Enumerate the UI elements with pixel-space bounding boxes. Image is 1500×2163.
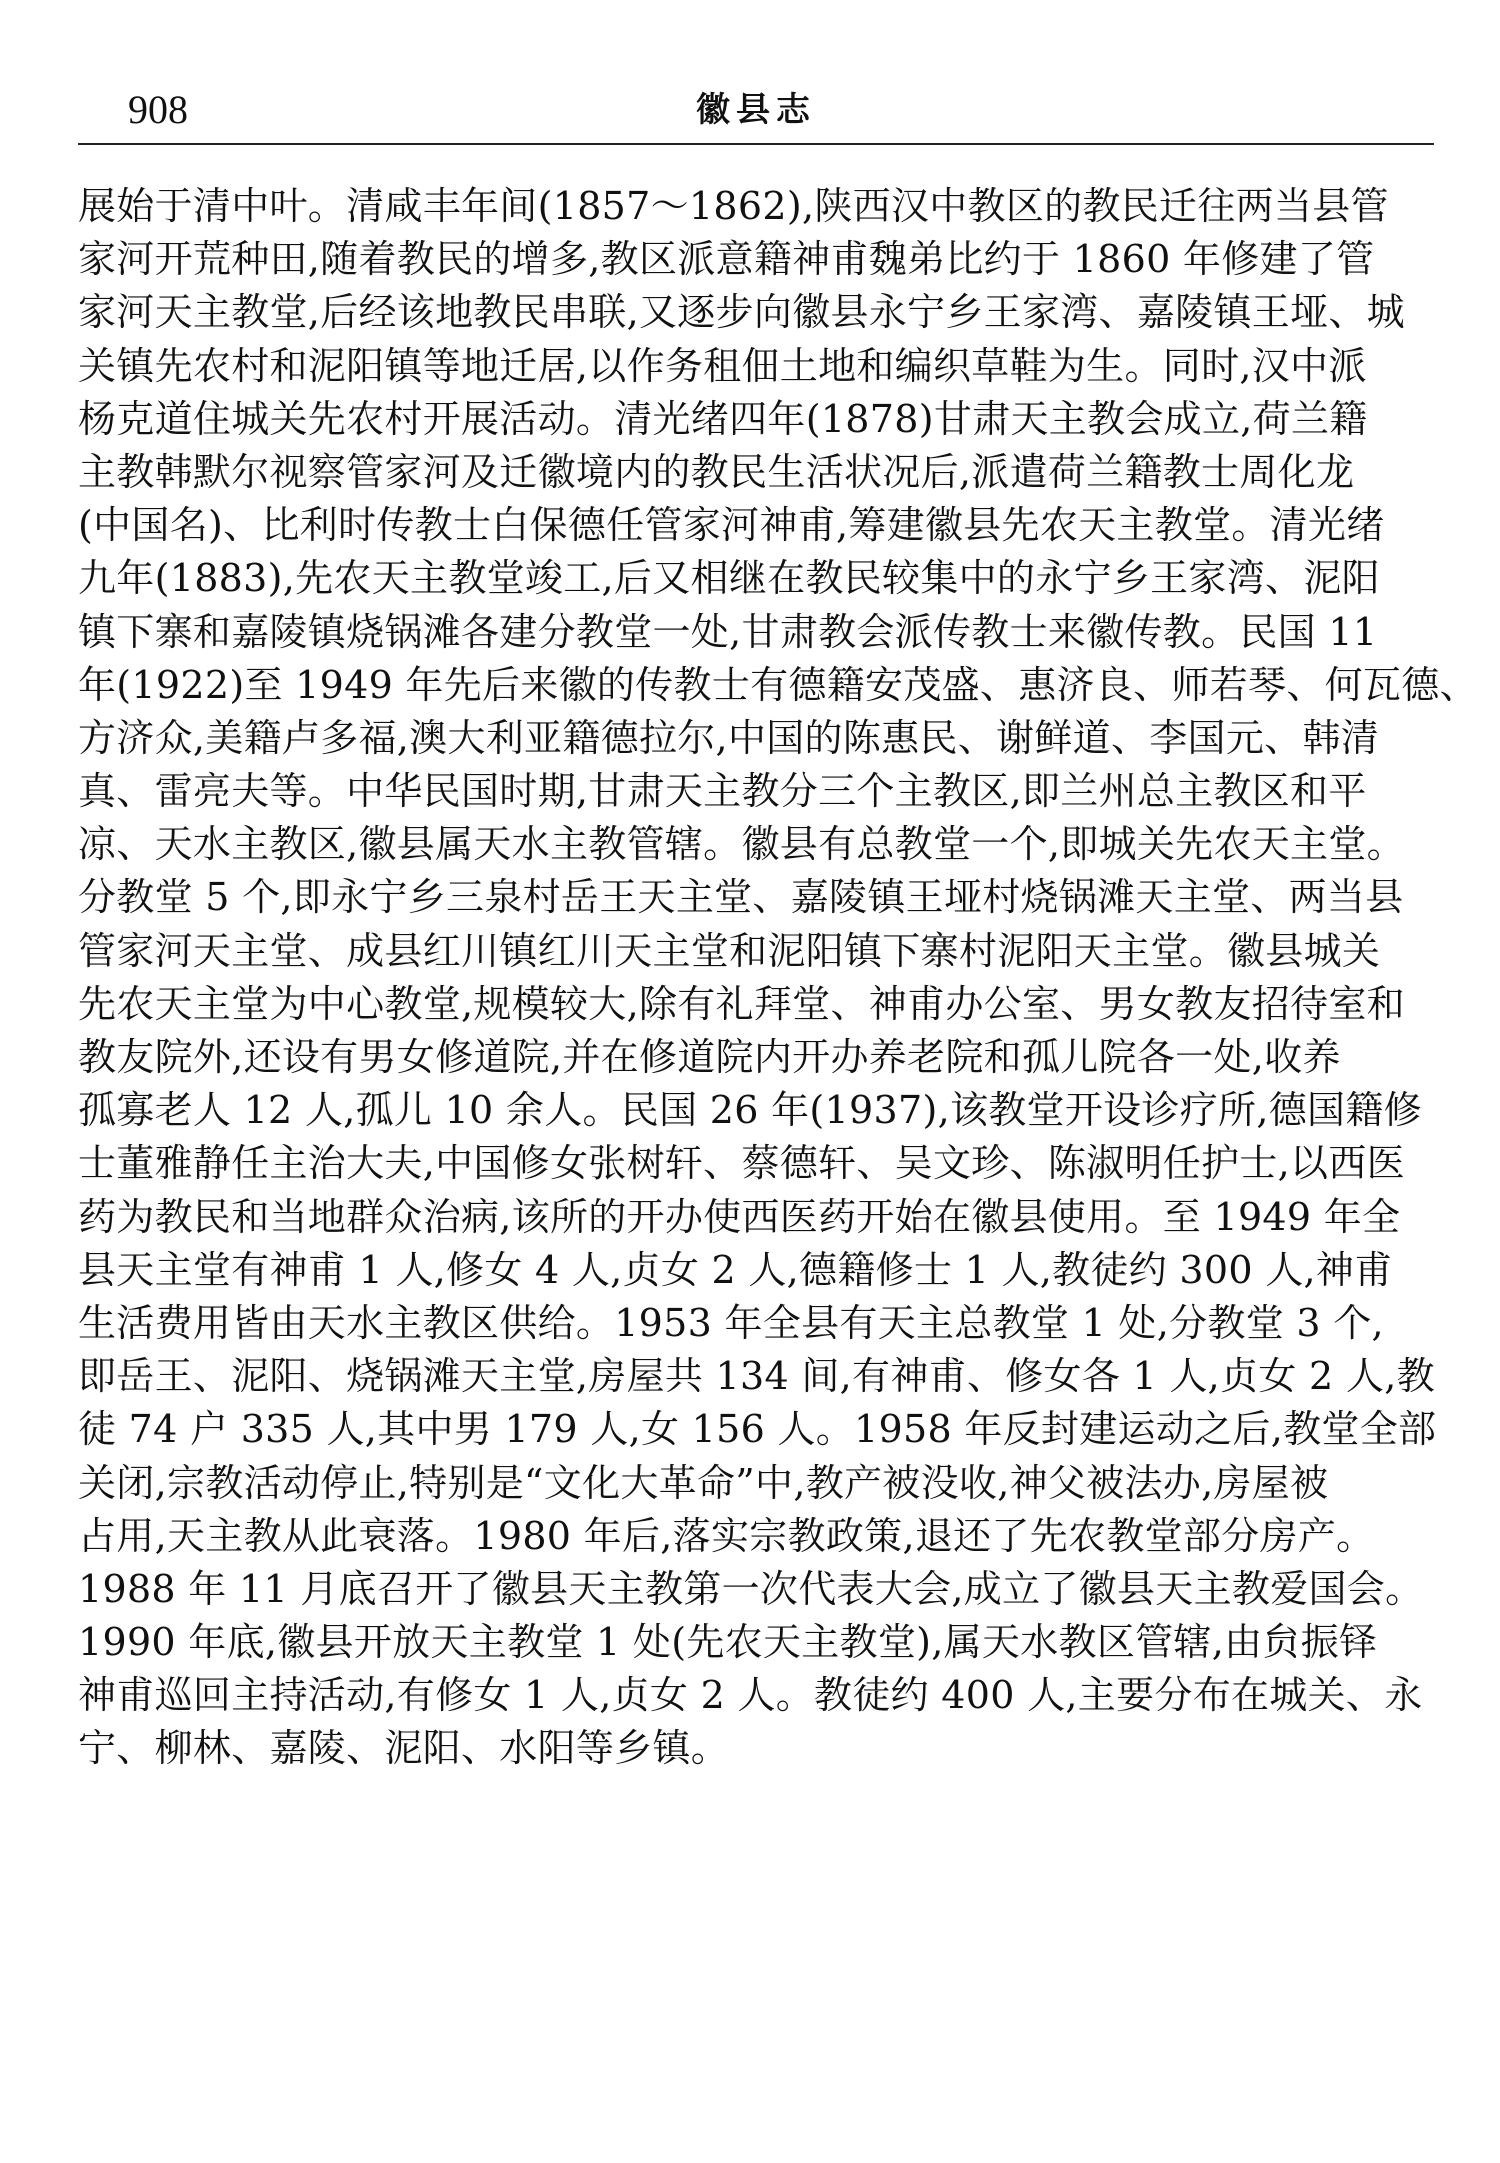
- text-line: 真、雷亮夫等。中华民国时期,甘肃天主教分三个主教区,即兰州总主教区和平: [78, 769, 1367, 814]
- text-line: 占用,天主教从此衰落。1980 年后,落实宗教政策,退还了先农教堂部分房产。: [78, 1513, 1375, 1558]
- text-line: 士董雅静任主治大夫,中国修女张树轩、蔡德轩、吴文珍、陈淑明任护士,以西医: [78, 1141, 1405, 1186]
- text-line: 关镇先农村和泥阳镇等地迁居,以作务租佃土地和编织草鞋为生。同时,汉中派: [78, 343, 1367, 388]
- text-line: 关闭,宗教活动停止,特别是“文化大革命”中,教产被没收,神父被法办,房屋被: [78, 1460, 1329, 1505]
- text-line: 神甫巡回主持活动,有修女 1 人,贞女 2 人。教徒约 400 人,主要分布在城关、永: [78, 1673, 1423, 1718]
- page-number: 908: [128, 87, 188, 132]
- text-line: 药为教民和当地群众治病,该所的开办使西医药开始在徽县使用。至 1949 年全: [78, 1194, 1401, 1239]
- text-line: 杨克道住城关先农村开展活动。清光绪四年(1878)甘肃天主教会成立,荷兰籍: [78, 396, 1368, 441]
- text-line: 教友院外,还设有男女修道院,并在修道院内开办养老院和孤儿院各一处,收养: [78, 1035, 1341, 1079]
- text-line: 家河天主教堂,后经该地教民串联,又逐步向徽县永宁乡王家湾、嘉陵镇王垭、城: [78, 290, 1405, 335]
- text-line: 1990 年底,徽县开放天主教堂 1 处(先农天主教堂),属天水教区管辖,由贠振铎: [78, 1620, 1378, 1665]
- text-line: 镇下寨和嘉陵镇烧锅滩各建分教堂一处,甘肃教会派传教士来徽传教。民国 11: [78, 609, 1378, 654]
- page-header: [78, 84, 1434, 142]
- text-line: 孤寡老人 12 人,孤儿 10 余人。民国 26 年(1937),该教堂开设诊疗所,德国籍修: [78, 1088, 1422, 1133]
- text-line: 年(1922)至 1949 年先后来徽的传教士有德籍安茂盛、惠济良、师若琴、何瓦德、: [78, 662, 1478, 707]
- text-line: 分教堂 5 个,即永宁乡三泉村岳王天主堂、嘉陵镇王垭村烧锅滩天主堂、两当县: [78, 875, 1404, 920]
- text-line: 1988 年 11 月底召开了徽县天主教第一次代表大会,成立了徽县天主教爱国会。: [78, 1566, 1424, 1611]
- text-line: 凉、天水主教区,徽县属天水主教管辖。徽县有总教堂一个,即城关先农天主堂。: [78, 822, 1405, 867]
- text-line: 生活费用皆由天水主教区供给。1953 年全县有天主总教堂 1 处,分教堂 3 个,: [78, 1300, 1384, 1345]
- body-text: [78, 180, 1478, 1776]
- header-rule: [78, 143, 1434, 145]
- text-line: 徒 74 户 335 人,其中男 179 人,女 156 人。1958 年反封建运动之后,教堂全部: [78, 1407, 1437, 1452]
- text-line: 方济众,美籍卢多福,澳大利亚籍德拉尔,中国的陈惠民、谢鲜道、李国元、韩清: [78, 715, 1380, 760]
- text-line: 展始于清中叶。清咸丰年间(1857～1862),陕西汉中教区的教民迁往两当县管: [78, 184, 1389, 228]
- text-line: 即岳王、泥阳、烧锅滩天主堂,房屋共 134 间,有神甫、修女各 1 人,贞女 2 人,教: [78, 1354, 1435, 1399]
- book-title: 徽县志: [696, 90, 816, 130]
- text-line: 主教韩默尔视察管家河及迁徽境内的教民生活状况后,派遣荷兰籍教士周化龙: [78, 449, 1355, 494]
- text-line: 宁、柳林、嘉陵、泥阳、水阳等乡镇。: [78, 1726, 730, 1771]
- text-line: 家河开荒种田,随着教民的增多,教区派意籍神甫魏弟比约于 1860 年修建了管: [78, 237, 1375, 282]
- text-line: 先农天主堂为中心教堂,规模较大,除有礼拜堂、神甫办公室、男女教友招待室和: [78, 981, 1405, 1026]
- text-line: 管家河天主堂、成县红川镇红川天主堂和泥阳镇下寨村泥阳天主堂。徽县城关: [78, 928, 1381, 973]
- text-line: (中国名)、比利时传教士白保德任管家河神甫,筹建徽县先农天主教堂。清光绪: [78, 503, 1385, 548]
- text-line: 九年(1883),先农天主教堂竣工,后又相继在教民较集中的永宁乡王家湾、泥阳: [78, 556, 1380, 601]
- text-line: 县天主堂有神甫 1 人,修女 4 人,贞女 2 人,德籍修士 1 人,教徒约 300 人,神甫: [78, 1247, 1393, 1292]
